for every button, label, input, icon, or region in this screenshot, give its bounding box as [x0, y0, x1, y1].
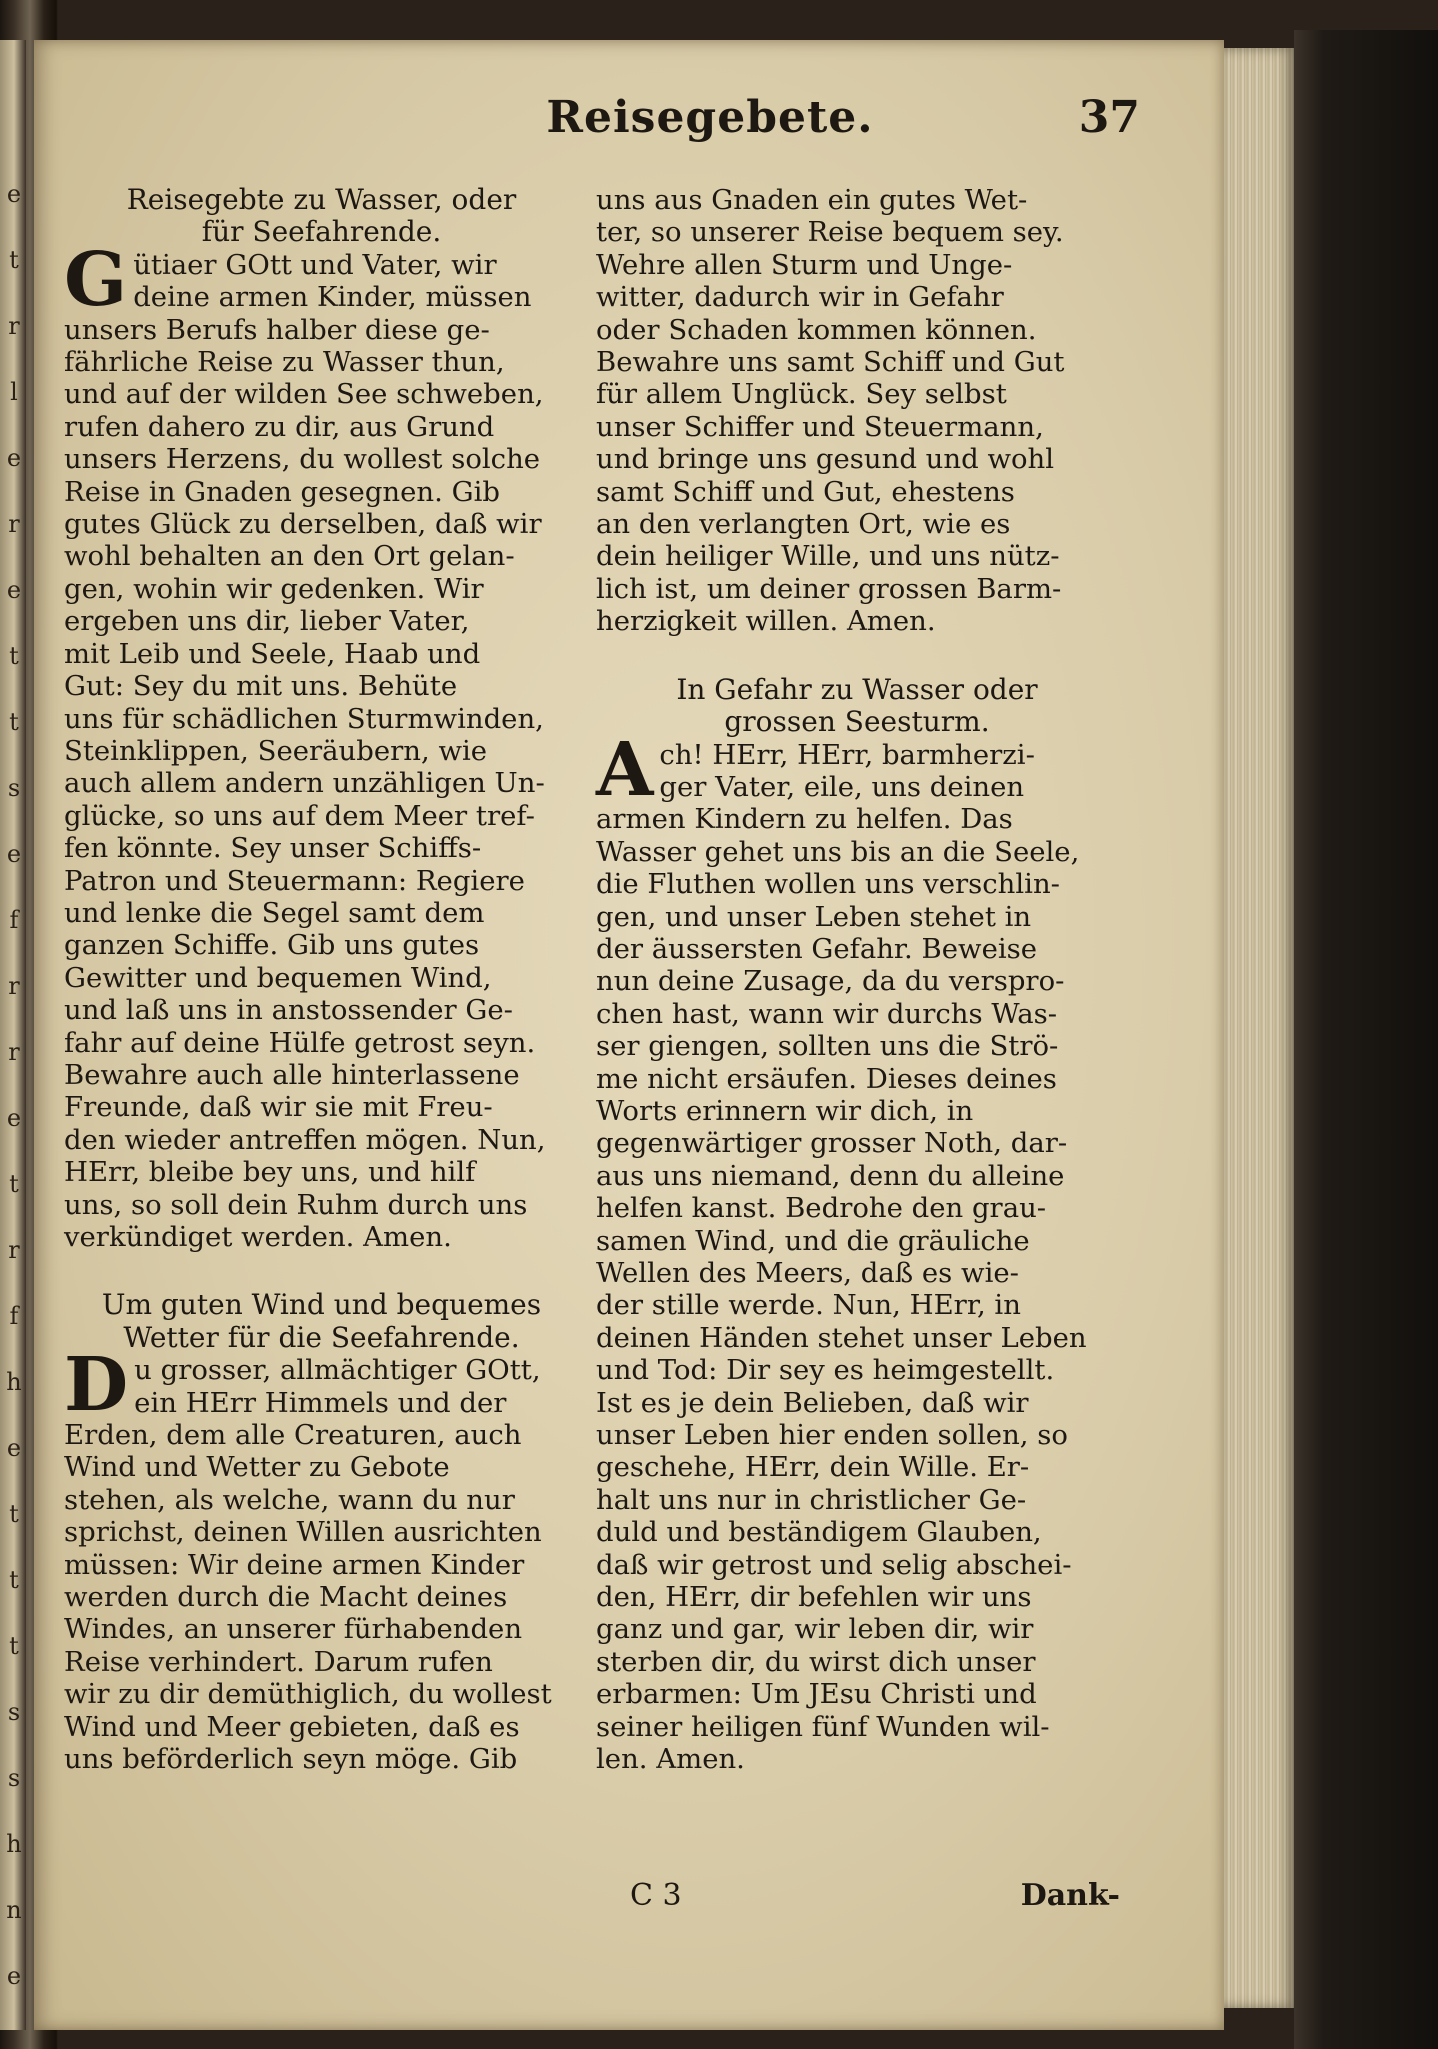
title-line: Reisegebte zu Wasser, oder [126, 183, 517, 216]
edge-letter: e [6, 1104, 22, 1132]
prayer-continuation [596, 184, 1118, 638]
text-line: chen hast, wann wir durchs Was- [596, 997, 1058, 1030]
edge-letter: t [9, 708, 19, 736]
text-line: oder Schaden kommen können. [596, 313, 1037, 346]
edge-letter: s [7, 774, 21, 802]
edge-letter: s [7, 1764, 21, 1792]
prayer-title [596, 674, 1118, 739]
text-line: ergeben uns dir, lieber Vater, [64, 605, 470, 638]
text-line: witter, dadurch wir in Gefahr [596, 281, 1004, 314]
edge-letter: r [8, 1236, 20, 1264]
text-line: uns, so soll dein Ruhm durch uns [64, 1188, 528, 1221]
text-line: verkündiget werden. Amen. [64, 1221, 452, 1253]
text-line: Wellen des Meers, daß es wie- [596, 1257, 1019, 1289]
edge-letter: e [6, 180, 22, 208]
text-line: unsers Berufs halber diese ge- [64, 313, 490, 346]
edge-letter: l [10, 378, 18, 406]
text-line: dein heiliger Wille, und uns nütz- [596, 540, 1060, 573]
edge-letter: e [6, 1434, 22, 1462]
text-line: rufen dahero zu dir, aus Grund [64, 410, 495, 443]
text-line: fahr auf deine Hülfe getrost seyn. [64, 1026, 536, 1059]
text-line: ch! HErr, HErr, barmherzi- [659, 738, 1035, 771]
signature-mark: C 3 [630, 1878, 682, 1913]
edge-letter: f [9, 1302, 19, 1330]
edge-letter: t [9, 1566, 19, 1594]
text-line: daß wir getrost und selig abschei- [596, 1548, 1072, 1581]
text-line: ser giengen, sollten uns die Strö- [596, 1030, 1059, 1063]
text-line: Windes, an unserer fürhabenden [64, 1613, 523, 1646]
text-line: Steinklippen, Seeräubern, wie [64, 734, 488, 767]
prayer-title [64, 184, 579, 249]
page-number: 37 [1078, 92, 1140, 143]
edge-letter: e [6, 576, 22, 604]
edge-letter: n [6, 1896, 22, 1924]
edge-letter: e [6, 444, 22, 472]
text-line: an den verlangten Ort, wie es [596, 508, 1011, 541]
text-line: samt Schiff und Gut, ehestens [596, 475, 1015, 508]
edge-letter: t [9, 246, 19, 274]
prayer-text [64, 1342, 579, 1776]
text-line: helfen kanst. Bedrohe den grau- [596, 1192, 1047, 1225]
text-line: herzigkeit willen. Amen. [596, 605, 936, 638]
text-line: der äussersten Gefahr. Beweise [596, 932, 1038, 965]
edge-letter: r [8, 972, 20, 1000]
text-line: armen Kindern zu helfen. Das [596, 803, 1013, 836]
text-line: wohl behalten an den Ort gelan- [64, 540, 515, 573]
edge-letter: t [9, 642, 19, 670]
edge-letter: t [9, 1170, 19, 1198]
drop-cap: G [64, 236, 128, 323]
text-line: uns beförderlich seyn möge. Gib [64, 1743, 518, 1776]
text-line: gen, und unser Leben stehet in [596, 900, 1032, 933]
title-line: für Seefahrende. [201, 215, 442, 249]
text-line: unser Schiffer und Steuermann, [596, 410, 1044, 443]
title-line: In Gefahr zu Wasser oder [676, 672, 1038, 706]
page-block-edges [1224, 48, 1294, 2008]
text-line: und laß uns in anstossender Ge- [64, 994, 513, 1027]
text-line: werden durch die Macht deines [64, 1581, 508, 1614]
text-line: ganzen Schiffe. Gib uns gutes [64, 929, 480, 962]
edge-letter: e [6, 840, 22, 868]
catchword: Dank- [1020, 1878, 1120, 1913]
text-line: lich ist, um deiner grossen Barm- [596, 572, 1062, 605]
text-line: sterben dir, du wirst dich unser [596, 1645, 1036, 1678]
drop-cap: A [596, 726, 654, 813]
book-cover-edge [1294, 30, 1438, 2049]
prayer-text [64, 236, 579, 1254]
text-line: ein HErr Himmels und der [134, 1386, 507, 1419]
text-line: unsers Herzens, du wollest solche [64, 443, 541, 476]
text-line: uns für schädlichen Sturmwinden, [64, 702, 544, 735]
text-line: der stille werde. Nun, HErr, in [596, 1289, 1021, 1322]
text-line: ter, so unserer Reise bequem sey. [596, 216, 1064, 249]
edge-letter: h [6, 1368, 22, 1396]
prayer-text [596, 726, 1118, 1776]
text-line: deine armen Kinder, müssen [133, 281, 532, 314]
edge-letter: f [9, 906, 19, 934]
edge-letter: r [8, 312, 20, 340]
edge-letter: h [6, 1830, 22, 1858]
text-line: und lenke die Segel samt dem [64, 896, 485, 929]
text-line: und Tod: Dir sey es heimgestellt. [596, 1354, 1055, 1387]
text-line: deinen Händen stehet unser Leben [596, 1321, 1087, 1354]
text-line: Reise in Gnaden gesegnen. Gib [64, 475, 500, 508]
text-line: auch allem andern unzähligen Un- [64, 767, 545, 800]
text-line: Erden, dem alle Creaturen, auch [64, 1419, 522, 1452]
text-line: gutes Glück zu derselben, daß wir [64, 508, 542, 541]
left-column [64, 184, 579, 1776]
right-column [596, 184, 1118, 1776]
text-line: Wehre allen Sturm und Unge- [596, 248, 1013, 281]
text-line: unser Leben hier enden sollen, so [596, 1419, 1068, 1452]
text-line: Reise verhindert. Darum rufen [64, 1645, 493, 1678]
text-line: wir zu dir demüthiglich, du wollest [64, 1678, 552, 1711]
text-line: fen könnte. Sey unser Schiffs- [64, 832, 482, 865]
text-line: gegenwärtiger grosser Noth, dar- [596, 1127, 1068, 1160]
text-line: Bewahre auch alle hinterlassene [64, 1058, 520, 1091]
text-line: mit Leib und Seele, Haab und [64, 637, 481, 670]
text-line: die Fluthen wollen uns verschlin- [596, 868, 1060, 901]
text-line: sprichst, deinen Willen ausrichten [64, 1516, 542, 1549]
text-line: geschehe, HErr, dein Wille. Er- [596, 1451, 1030, 1484]
text-line: HErr, bleibe bey uns, und hilf [64, 1156, 476, 1189]
text-line: erbarmen: Um JEsu Christi und [596, 1678, 1037, 1711]
text-line: Wind und Meer gebieten, daß es [64, 1710, 520, 1743]
text-line: len. Amen. [596, 1743, 745, 1776]
text-line: aus uns niemand, denn du alleine [596, 1159, 1065, 1192]
edge-letter: r [8, 510, 20, 538]
page-header [480, 92, 1140, 152]
text-line: Wind und Wetter zu Gebote [64, 1451, 450, 1484]
prayer-title [64, 1289, 579, 1354]
running-title: Reisegebete. [546, 92, 874, 143]
text-line: uns aus Gnaden ein gutes Wet- [596, 184, 1028, 216]
edge-letter: t [9, 1632, 19, 1660]
text-line: halt uns nur in christlicher Ge- [596, 1483, 1027, 1516]
text-line: ger Vater, eile, uns deinen [659, 770, 1025, 803]
title-line: Wetter für die Seefahrende. [123, 1320, 520, 1354]
text-line: den, HErr, dir befehlen wir uns [596, 1581, 1032, 1614]
text-line: und auf der wilden See schweben, [64, 378, 544, 411]
text-line: ütiaer GOtt und Vater, wir [133, 248, 497, 281]
text-line: duld und beständigem Glauben, [596, 1516, 1042, 1549]
edge-letter: r [8, 1038, 20, 1066]
edge-letter: e [6, 1962, 22, 1990]
text-line: Worts erinnern wir dich, in [596, 1094, 974, 1127]
edge-letter: s [7, 1698, 21, 1726]
text-line: Gewitter und bequemen Wind, [64, 961, 492, 994]
text-line: Ist es je dein Belieben, daß wir [596, 1386, 1029, 1419]
text-line: müssen: Wir deine armen Kinder [64, 1548, 525, 1581]
text-line: nun deine Zusage, da du verspro- [596, 965, 1065, 998]
title-line: grossen Seesturm. [724, 705, 990, 739]
text-line: me nicht ersäufen. Dieses deines [596, 1062, 1057, 1095]
text-line: Bewahre uns samt Schiff und Gut [596, 346, 1065, 379]
text-line: Wasser gehet uns bis an die Seele, [596, 835, 1080, 868]
text-line: seiner heiligen fünf Wunden wil- [596, 1710, 1050, 1743]
text-line: ganz und gar, wir leben dir, wir [596, 1613, 1034, 1646]
text-line: und bringe uns gesund und wohl [596, 443, 1055, 476]
text-line: Patron und Steuermann: Regiere [64, 864, 525, 897]
text-line: Freunde, daß wir sie mit Freu- [64, 1091, 493, 1124]
text-line: glücke, so uns auf dem Meer tref- [64, 799, 535, 832]
previous-page-edge [0, 40, 26, 2030]
text-line: Gut: Sey du mit uns. Behüte [64, 670, 458, 703]
text-line: gen, wohin wir gedenken. Wir [64, 572, 484, 605]
title-line: Um guten Wind und bequemes [101, 1288, 542, 1322]
text-line: für allem Unglück. Sey selbst [596, 378, 1007, 411]
text-line: samen Wind, und die gräuliche [596, 1224, 1030, 1257]
text-line: u grosser, allmächtiger GOtt, [134, 1354, 541, 1387]
page-footer [630, 1878, 1120, 1918]
edge-letter: t [9, 1500, 19, 1528]
text-line: stehen, als welche, wann du nur [64, 1483, 515, 1516]
text-line: den wieder antreffen mögen. Nun, [64, 1123, 546, 1156]
drop-cap: D [64, 1342, 129, 1429]
text-line: fährliche Reise zu Wasser thun, [64, 346, 505, 379]
